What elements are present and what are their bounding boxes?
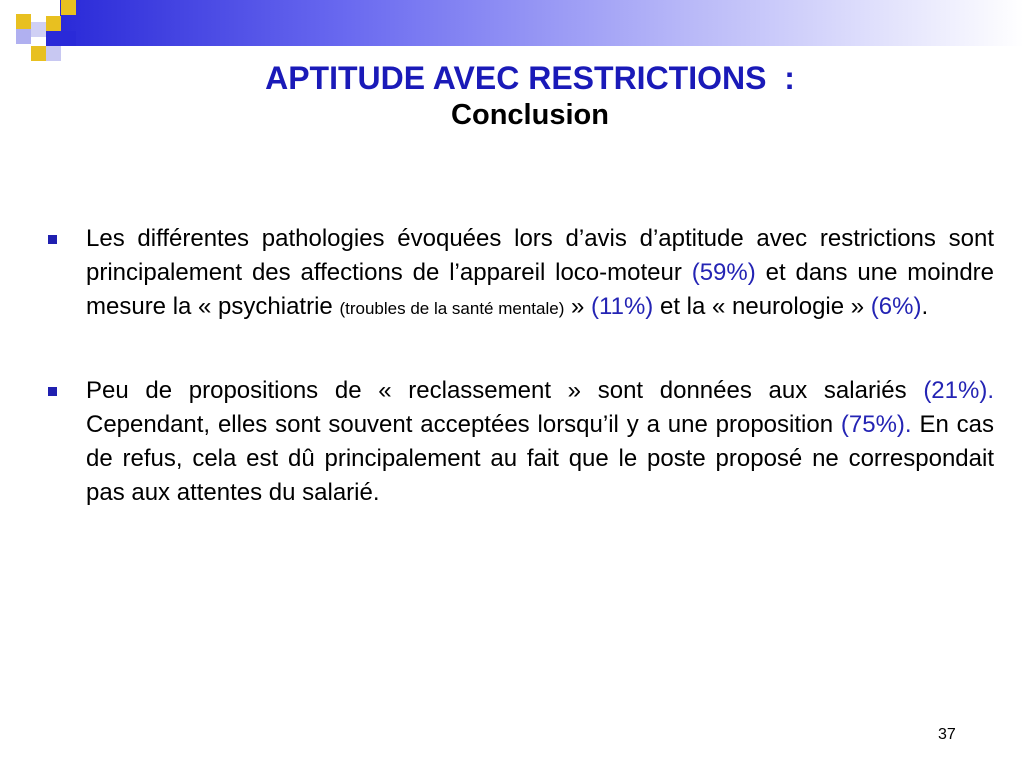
bullet-text: Cependant, elles sont souvent acceptées lorsqu’il y a une proposition — [86, 411, 841, 438]
title-block — [0, 58, 1024, 134]
decor-square-blue — [46, 31, 61, 46]
bullet-item-reclassement — [46, 374, 994, 510]
percentage-value: (59%) — [691, 259, 756, 286]
decor-square-blue — [31, 22, 46, 37]
bullet-note: (troubles de la santé mentale) — [339, 299, 565, 318]
header-gradient-bar — [60, 0, 1024, 46]
bullet-text: . — [921, 293, 929, 320]
bullet-text: En cas de refus, cela est dû principalement au fait que le poste proposé ne correspondait pas aux attentes du salarié. — [86, 411, 994, 506]
decor-square-blue — [16, 29, 31, 44]
bullet-item-pathologies — [46, 222, 994, 326]
decor-square-gold — [46, 16, 61, 31]
slide-content — [46, 222, 994, 558]
square-bullet-icon — [48, 235, 57, 244]
square-bullet-icon — [48, 387, 57, 396]
slide-subtitle: Conclusion — [451, 99, 609, 131]
page-number: 37 — [938, 726, 956, 743]
bullet-text: et dans une moindre mesure la « psychiatrie — [86, 259, 995, 320]
percentage-value: (6%) — [870, 293, 922, 320]
decor-square-blue — [61, 31, 76, 46]
slide-title: APTITUDE AVEC RESTRICTIONS : — [265, 60, 795, 96]
bullet-text: et la « neurologie » — [653, 293, 871, 320]
bullet-text: » — [564, 293, 592, 320]
bullet-text: Les différentes pathologies évoquées lors d’avis d’aptitude avec restrictions sont principalement des affections de l’appareil loco-moteur — [86, 225, 994, 286]
decor-square-gold — [61, 0, 76, 15]
percentage-value: (75%). — [840, 411, 912, 438]
percentage-value: (21%). — [923, 377, 994, 404]
decor-square-gold — [16, 14, 31, 29]
bullet-text: Peu de propositions de « reclassement » sont données aux salariés — [86, 377, 924, 404]
percentage-value: (11%) — [591, 293, 654, 320]
